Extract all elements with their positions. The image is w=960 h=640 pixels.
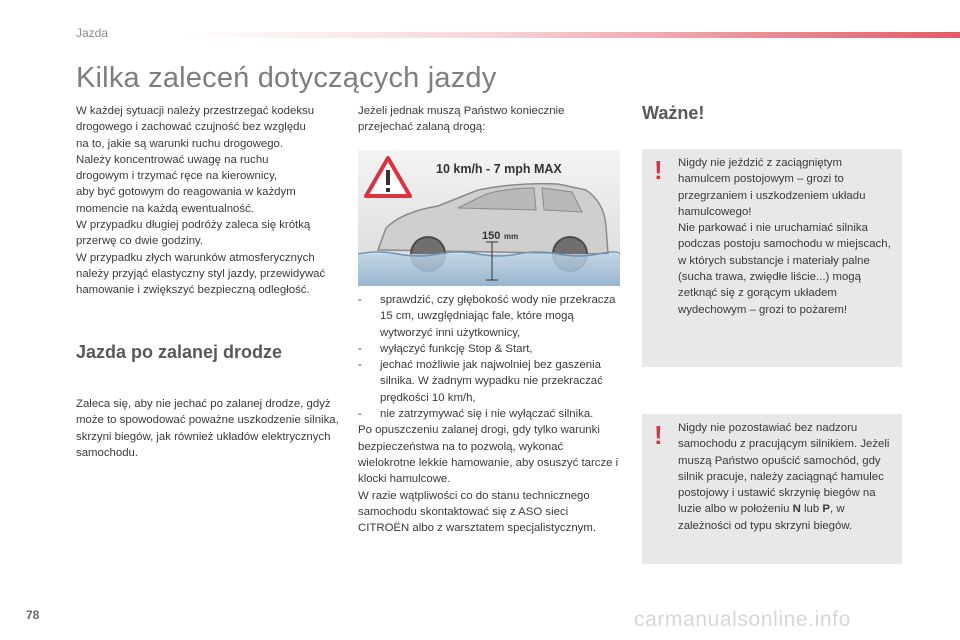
header-accent-line [180,32,960,38]
after-flood-paragraph: Po opuszczeniu zalanej drogi, gdy tylko warunki bezpieczeństwa na to pozwolą, wykonać wielokrotne lekkie hamowanie, aby osuszyć tarcze i klocki hamulcowe. [358,424,619,486]
page-title: Kilka zaleceń dotyczących jazdy [76,62,497,94]
exclamation-icon: ! [654,420,663,450]
depth-unit: mm [504,232,519,241]
intro-line: drogowego i zachować czujność bez względu [76,121,306,134]
intro-line: momencie na każdą ewentualność. [76,202,254,215]
intro-line: hamowanie i zwiększyć bezpieczną odległość. [76,284,310,297]
intro-line: należy przyjąć elastyczny styl jazdy, przewidywać [76,267,326,280]
watermark: carmanualsonline.info [634,608,851,631]
warning-box-text: Nigdy nie jeździć z zaciągniętym hamulcem postojowym – grozi to przegrzaniem i uszkodzeniem układu hamulcowego! Nie parkować i nie uruchamiać silnika podczas postoju samochodu w miejscach, w których substancje i materiały palne (sucha trawa, zwiędłe liście...) mogą zetknąć się z gorącym układem wydechowym – grozi to pożarem! [678,157,891,316]
intro-line: W każdej sytuacji należy przestrzegać kodeksu [76,105,315,117]
flooded-road-paragraph: Zaleca się, aby nie jechać po zalanej drodze, gdyż może to spowodować poważne uszkodzenie silnika, skrzyni biegów, jak również układów elektrycznych samochodu. [76,398,339,459]
exclamation-icon: ! [654,155,663,185]
gear-position-n: N [792,503,801,516]
page-number: 78 [26,608,40,622]
intro-column [76,103,344,299]
flooded-instructions [358,292,620,536]
important-heading: Ważne! [642,103,705,123]
flooded-road-heading: Jazda po zalanej drodze [76,342,283,362]
flooded-intro: Jeżeli jednak muszą Państwo koniecznie przejechać zalaną drogą: [358,105,565,134]
list-item: - sprawdzić, czy głębokość wody nie przekracza 15 cm, uwzględniając fale, które mogą wytworzyć inni użytkownicy, [358,294,616,339]
service-paragraph: W razie wątpliwości co do stanu technicznego samochodu skontaktować się z ASO sieci CITROËN albo z warsztatem specjalistycznym. [358,489,596,535]
list-item: - nie zatrzymywać się i nie wyłączać silnika. [358,408,594,421]
intro-line: Należy koncentrować uwagę na ruchu [76,153,269,166]
section-label: Jazda [76,26,109,40]
intro-line: przerwę co dwie godziny. [76,235,204,248]
depth-value: 150 [482,230,501,242]
water-level [358,254,620,286]
intro-line: aby być gotowym do reagowania w każdym [76,186,296,199]
warning-box-parking-brake [642,149,902,367]
warning-box-text: Nigdy nie pozostawiać bez nadzoru samochodu z pracującym silnikiem. Jeżeli muszą Państwo opuścić samochód, gdy silnik pracuje, należy zaciągnąć hamulec postojowy i ustawić skrzynię biegów na luzie albo w położeniu N lub P, w zależności od typu skrzyni biegów. [678,422,890,532]
intro-line: na to, jakie są warunki ruchu drogowego. [76,137,284,150]
intro-line: drogowym i trzymać ręce na kierownicy, [76,170,278,183]
gear-position-p: P [822,503,830,516]
flooded-road-illustration [358,150,620,286]
list-item: - wyłączyć funkcję Stop & Start, [358,342,533,355]
intro-line: W przypadku złych warunków atmosferycznych [76,251,315,264]
intro-line: W przypadku długiej podróży zaleca się krótką [76,219,311,232]
speed-limit-label: 10 km/h - 7 mph MAX [436,162,562,176]
list-item: - jechać możliwie jak najwolniej bez gaszenia silnika. W żadnym wypadku nie przekraczać prędkości 10 km/h, [358,359,603,404]
warning-box-engine-running [642,414,902,564]
